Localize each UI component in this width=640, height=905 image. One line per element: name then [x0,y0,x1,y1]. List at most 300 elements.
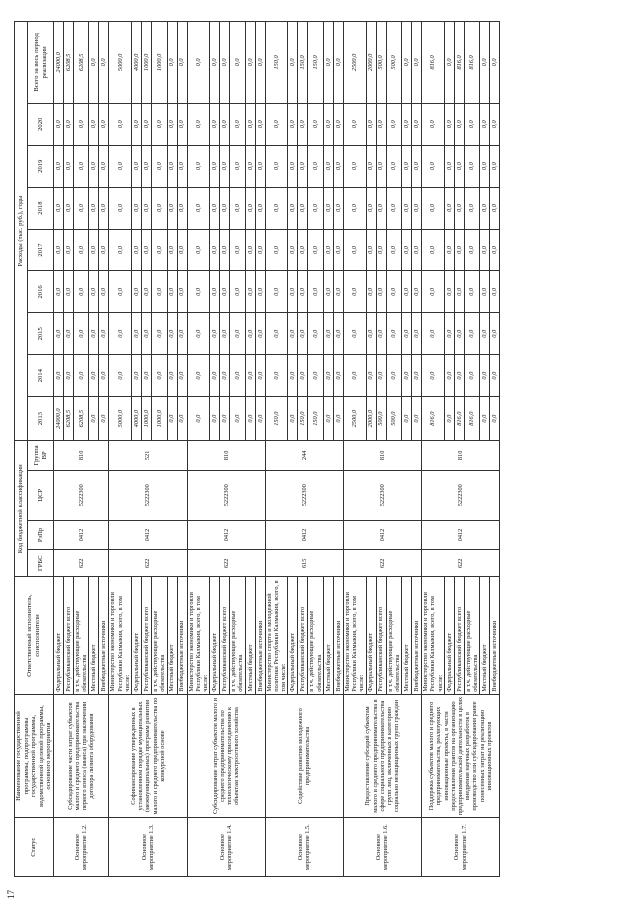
total-value: 0,0 [230,22,245,104]
year-value: 0,0 [412,103,422,145]
year-value: 0,0 [220,229,230,271]
status-cell: Основное мероприятие 1.2. [53,818,108,877]
year-value: 0,0 [422,187,445,229]
year-value: 0,0 [210,397,220,441]
year-value: 0,0 [53,229,63,271]
year-value: 0,0 [132,187,142,229]
year-value: 0,0 [412,271,422,313]
year-value: 0,0 [73,145,88,187]
total-value: 6208,5 [73,22,88,104]
total-value: 0,0 [210,22,220,104]
year-value: 0,0 [444,187,454,229]
year-value: 0,0 [152,355,167,397]
year-value: 0,0 [412,145,422,187]
year-value: 0,0 [288,313,298,355]
year-value: 0,0 [412,229,422,271]
year-value: 0,0 [490,145,500,187]
year-value: 0,0 [454,145,464,187]
funding-source-label: Внебюджетные источники [99,577,109,694]
table-row [343,22,366,877]
funding-source-label: Местный бюджет [89,577,99,694]
year-value: 0,0 [142,313,152,355]
year-value: 0,0 [323,271,333,313]
year-value: 0,0 [245,313,255,355]
year-value: 0,0 [265,229,288,271]
year-value: 0,0 [333,187,343,229]
year-value: 0,0 [63,145,73,187]
header-status: Статус [15,818,54,877]
funding-source-label: Министерство экономики и торговли Республики Калмыкия, всего, в том числе: [109,577,132,694]
year-value: 0,0 [245,145,255,187]
total-value: 0,0 [245,22,255,104]
year-value: 0,0 [464,355,479,397]
year-value: 0,0 [132,103,142,145]
total-value: 0,0 [490,22,500,104]
funding-source-label: Республиканский бюджет всего [220,577,230,694]
year-value: 816,0 [454,397,464,441]
year-value: 0,0 [490,271,500,313]
year-value: 150,0 [298,397,308,441]
year-value: 0,0 [63,271,73,313]
year-value: 0,0 [402,271,412,313]
year-value: 0,0 [386,145,401,187]
year-value: 0,0 [132,355,142,397]
year-value: 0,0 [490,355,500,397]
year-value: 0,0 [73,187,88,229]
year-value: 0,0 [323,187,333,229]
year-value: 0,0 [230,397,245,441]
year-value: 0,0 [298,145,308,187]
year-value: 0,0 [422,103,445,145]
year-value: 0,0 [177,145,187,187]
year-value: 0,0 [376,271,386,313]
funding-source-label: Федеральный бюджет [132,577,142,694]
table-row [109,22,132,877]
year-value: 0,0 [333,271,343,313]
year-value: 0,0 [89,355,99,397]
year-value: 1000,0 [142,397,152,441]
header-year: 2013 [28,397,53,441]
year-value: 0,0 [63,229,73,271]
grbs-cell: 622 [422,550,500,577]
year-value: 0,0 [152,313,167,355]
year-value: 1000,0 [152,397,167,441]
funding-source-label: Федеральный бюджет [444,577,454,694]
year-value: 0,0 [376,229,386,271]
year-value: 0,0 [53,271,63,313]
year-value: 0,0 [444,271,454,313]
year-value: 0,0 [422,145,445,187]
year-value: 0,0 [298,229,308,271]
year-value: 0,0 [376,145,386,187]
year-value: 0,0 [323,397,333,441]
year-value: 0,0 [298,355,308,397]
year-value: 0,0 [187,271,210,313]
year-value: 2000,0 [366,397,376,441]
year-value: 0,0 [89,145,99,187]
year-value: 0,0 [177,271,187,313]
year-value: 0,0 [366,103,376,145]
year-value: 24000,0 [53,397,63,441]
funding-source-label: Внебюджетные источники [255,577,265,694]
year-value: 0,0 [245,229,255,271]
year-value: 0,0 [230,271,245,313]
year-value: 0,0 [109,355,132,397]
total-value: 816,0 [422,22,445,104]
year-value: 0,0 [265,187,288,229]
year-value: 0,0 [255,271,265,313]
rzpr-cell: 0412 [422,520,500,549]
year-value: 0,0 [245,103,255,145]
year-value: 0,0 [53,187,63,229]
year-value: 0,0 [343,271,366,313]
header-year: 2019 [28,145,53,187]
year-value: 6208,5 [63,397,73,441]
year-value: 0,0 [53,145,63,187]
total-value: 24000,0 [53,22,63,104]
year-value: 0,0 [402,355,412,397]
year-value: 0,0 [366,355,376,397]
year-value: 0,0 [298,271,308,313]
table-row [53,22,63,877]
total-value: 500,0 [386,22,401,104]
name-cell: Субсидирование затрат субъектов малого и среднего предпринимательства по технологическому присоединению к объектам электросетевого хозяйства [187,694,265,818]
total-value: 0,0 [187,22,210,104]
funding-source-label: Министерство экономики и торговли Республики Калмыкия, всего, в том числе: [343,577,366,694]
year-value: 0,0 [308,187,323,229]
header-year: 2017 [28,229,53,271]
total-value: 0,0 [99,22,109,104]
year-value: 0,0 [333,313,343,355]
year-value: 0,0 [109,187,132,229]
header-rzpr: РзПр [28,520,53,549]
year-value: 0,0 [454,271,464,313]
year-value: 0,0 [376,313,386,355]
year-value: 0,0 [343,355,366,397]
year-value: 0,0 [333,145,343,187]
year-value: 0,0 [402,397,412,441]
year-value: 500,0 [386,397,401,441]
year-value: 0,0 [308,103,323,145]
header-vr: Группа ВР [28,441,53,470]
year-value: 0,0 [265,355,288,397]
year-value: 0,0 [464,229,479,271]
funding-source-label: в т.ч. действующие расходные обязательства [230,577,245,694]
year-value: 0,0 [245,355,255,397]
year-value: 0,0 [152,103,167,145]
year-value: 0,0 [63,187,73,229]
year-value: 0,0 [386,103,401,145]
csr-cell: 5222300 [265,470,343,520]
year-value: 150,0 [308,397,323,441]
name-cell: Предоставление субсидий субъектам малого и среднего предпринимательства в сфере социального предпринимательства групп лиц, включенных в категорию социально незащищенных групп граждан [343,694,421,818]
rzpr-cell: 0412 [343,520,421,549]
year-value: 0,0 [464,187,479,229]
year-value: 0,0 [210,229,220,271]
year-value: 0,0 [480,229,490,271]
year-value: 0,0 [245,397,255,441]
total-value: 0,0 [333,22,343,104]
year-value: 0,0 [210,103,220,145]
year-value: 0,0 [177,103,187,145]
year-value: 0,0 [298,187,308,229]
year-value: 0,0 [187,229,210,271]
year-value: 0,0 [323,229,333,271]
total-value: 0,0 [323,22,333,104]
year-value: 0,0 [99,313,109,355]
year-value: 0,0 [464,145,479,187]
year-value: 0,0 [343,229,366,271]
funding-source-label: в т.ч. действующие расходные обязательства [464,577,479,694]
year-value: 0,0 [333,397,343,441]
header-year: 2015 [28,313,53,355]
year-value: 0,0 [187,397,210,441]
year-value: 0,0 [142,355,152,397]
year-value: 0,0 [298,313,308,355]
year-value: 0,0 [480,271,490,313]
funding-source-label: в т.ч. действующие расходные обязательства [386,577,401,694]
year-value: 0,0 [298,103,308,145]
year-value: 0,0 [288,229,298,271]
status-cell: Основное мероприятие 1.3. [109,818,187,877]
total-value: 0,0 [89,22,99,104]
year-value: 6208,5 [73,397,88,441]
year-value: 0,0 [343,313,366,355]
year-value: 816,0 [422,397,445,441]
total-value: 6208,5 [63,22,73,104]
year-value: 0,0 [220,187,230,229]
year-value: 0,0 [152,145,167,187]
year-value: 0,0 [245,271,255,313]
funding-source-label: Местный бюджет [402,577,412,694]
year-value: 0,0 [366,187,376,229]
name-cell: Софинансирование утвержденных в установленном порядке муниципальных (межмуниципальных) программ развития малого и среднего предпринимательства по конкурсной основе [109,694,187,818]
vr-cell: 810 [53,441,108,470]
funding-source-label: в т.ч. действующие расходные обязательства [308,577,323,694]
grbs-cell: 622 [187,550,265,577]
year-value: 0,0 [366,229,376,271]
year-value: 0,0 [376,103,386,145]
year-value: 0,0 [99,229,109,271]
year-value: 0,0 [187,187,210,229]
year-value: 0,0 [333,229,343,271]
header-executor: Ответственный исполнитель, соисполнители [15,577,54,694]
year-value: 0,0 [480,103,490,145]
year-value: 0,0 [177,355,187,397]
total-value: 0,0 [177,22,187,104]
year-value: 0,0 [73,103,88,145]
year-value: 0,0 [464,313,479,355]
vr-cell: 810 [343,441,421,470]
total-value: 5000,0 [109,22,132,104]
funding-source-label: Республиканский бюджет всего [376,577,386,694]
vr-cell: 521 [109,441,187,470]
year-value: 0,0 [343,187,366,229]
year-value: 0,0 [53,313,63,355]
year-value: 0,0 [386,229,401,271]
year-value: 0,0 [89,103,99,145]
year-value: 0,0 [177,229,187,271]
year-value: 0,0 [255,187,265,229]
year-value: 0,0 [142,103,152,145]
year-value: 0,0 [402,313,412,355]
year-value: 0,0 [323,313,333,355]
year-value: 0,0 [412,397,422,441]
year-value: 0,0 [265,103,288,145]
header-year: 2014 [28,355,53,397]
year-value: 0,0 [187,145,210,187]
year-value: 0,0 [167,355,177,397]
year-value: 0,0 [210,145,220,187]
expenses-table [14,21,500,877]
total-value: 0,0 [480,22,490,104]
year-value: 0,0 [490,397,500,441]
year-value: 0,0 [89,313,99,355]
year-value: 0,0 [63,355,73,397]
total-value: 150,0 [298,22,308,104]
year-value: 0,0 [412,187,422,229]
year-value: 0,0 [255,313,265,355]
year-value: 0,0 [132,271,142,313]
funding-source-label: в т.ч. действующие расходные обязательства [73,577,88,694]
year-value: 0,0 [490,313,500,355]
year-value: 5000,0 [109,397,132,441]
rzpr-cell: 0412 [187,520,265,549]
status-cell: Основное мероприятие 1.7. [422,818,500,877]
csr-cell: 5222300 [109,470,187,520]
year-value: 0,0 [376,187,386,229]
year-value: 0,0 [480,145,490,187]
table-row [422,22,445,877]
funding-source-label: Внебюджетные источники [490,577,500,694]
total-value: 1000,0 [152,22,167,104]
year-value: 0,0 [99,397,109,441]
year-value: 0,0 [152,187,167,229]
year-value: 0,0 [333,103,343,145]
year-value: 0,0 [343,145,366,187]
year-value: 0,0 [412,355,422,397]
year-value: 816,0 [464,397,479,441]
funding-source-label: Министерство спорта и молодежной политики Республики Калмыкия, всего, в том числе: [265,577,288,694]
year-value: 0,0 [187,103,210,145]
funding-source-label: Федеральный бюджет [366,577,376,694]
year-value: 0,0 [89,271,99,313]
csr-cell: 5222300 [187,470,265,520]
year-value: 0,0 [230,313,245,355]
header-code-group: Код бюджетной классификации [15,441,28,577]
header-year: 2018 [28,187,53,229]
header-csr: ЦСР [28,470,53,520]
total-value: 500,0 [376,22,386,104]
year-value: 0,0 [177,397,187,441]
year-value: 0,0 [288,397,298,441]
table-header [15,22,54,877]
grbs-cell: 622 [109,550,187,577]
year-value: 0,0 [288,271,298,313]
year-value: 0,0 [109,313,132,355]
year-value: 0,0 [73,355,88,397]
year-value: 0,0 [132,145,142,187]
year-value: 0,0 [220,145,230,187]
year-value: 0,0 [63,313,73,355]
year-value: 0,0 [265,313,288,355]
vr-cell: 244 [265,441,343,470]
year-value: 0,0 [230,229,245,271]
year-value: 0,0 [99,187,109,229]
status-cell: Основное мероприятие 1.5. [265,818,343,877]
year-value: 0,0 [187,355,210,397]
csr-cell: 5222300 [343,470,421,520]
year-value: 0,0 [422,271,445,313]
year-value: 0,0 [167,145,177,187]
total-value: 150,0 [265,22,288,104]
header-name: Наименование государственной программы, подпрограммы государственной программы, ведомственной целевой программы, основного мероприятия [15,694,54,818]
year-value: 0,0 [220,271,230,313]
year-value: 0,0 [245,187,255,229]
year-value: 0,0 [366,313,376,355]
total-value: 0,0 [412,22,422,104]
year-value: 0,0 [480,187,490,229]
year-value: 0,0 [422,229,445,271]
year-value: 0,0 [73,229,88,271]
year-value: 0,0 [255,103,265,145]
funding-source-label: Федеральный бюджет [53,577,63,694]
year-value: 0,0 [210,271,220,313]
year-value: 0,0 [152,271,167,313]
vr-cell: 810 [422,441,500,470]
year-value: 0,0 [323,145,333,187]
year-value: 0,0 [132,313,142,355]
year-value: 0,0 [142,187,152,229]
year-value: 0,0 [454,187,464,229]
total-value: 0,0 [255,22,265,104]
csr-cell: 5222300 [422,470,500,520]
funding-source-label: Республиканский бюджет всего [142,577,152,694]
year-value: 0,0 [333,355,343,397]
year-value: 0,0 [99,271,109,313]
year-value: 0,0 [464,103,479,145]
header-expenses-group: Расходы (тыс. руб.), годы [15,22,28,441]
funding-source-label: Республиканский бюджет всего [63,577,73,694]
rzpr-cell: 0412 [109,520,187,549]
name-cell: Поддержка субъектов малого и среднего предпринимательства, реализующих инновационные проекты, в части предоставления грантов на организацию предпринимательской деятельности в целях внедрения научных разработок в производство или субсидирования ранее понесенных затрат на реализацию инновационных проектов [422,694,500,818]
year-value: 0,0 [444,145,454,187]
funding-source-label: Федеральный бюджет [288,577,298,694]
year-value: 0,0 [422,355,445,397]
funding-source-label: в т.ч. действующие расходные обязательства [152,577,167,694]
year-value: 0,0 [343,103,366,145]
year-value: 0,0 [454,103,464,145]
year-value: 0,0 [402,187,412,229]
total-value: 0,0 [288,22,298,104]
year-value: 0,0 [255,145,265,187]
rzpr-cell: 0412 [265,520,343,549]
year-value: 4000,0 [132,397,142,441]
total-value: 0,0 [402,22,412,104]
year-value: 0,0 [386,313,401,355]
year-value: 0,0 [167,271,177,313]
year-value: 0,0 [255,397,265,441]
grbs-cell: 615 [265,550,343,577]
year-value: 0,0 [220,313,230,355]
year-value: 0,0 [210,313,220,355]
funding-source-label: Местный бюджет [480,577,490,694]
year-value: 0,0 [386,355,401,397]
table-body [53,22,499,877]
header-year: 2020 [28,103,53,145]
year-value: 0,0 [490,229,500,271]
page-number: 17 [6,890,16,899]
